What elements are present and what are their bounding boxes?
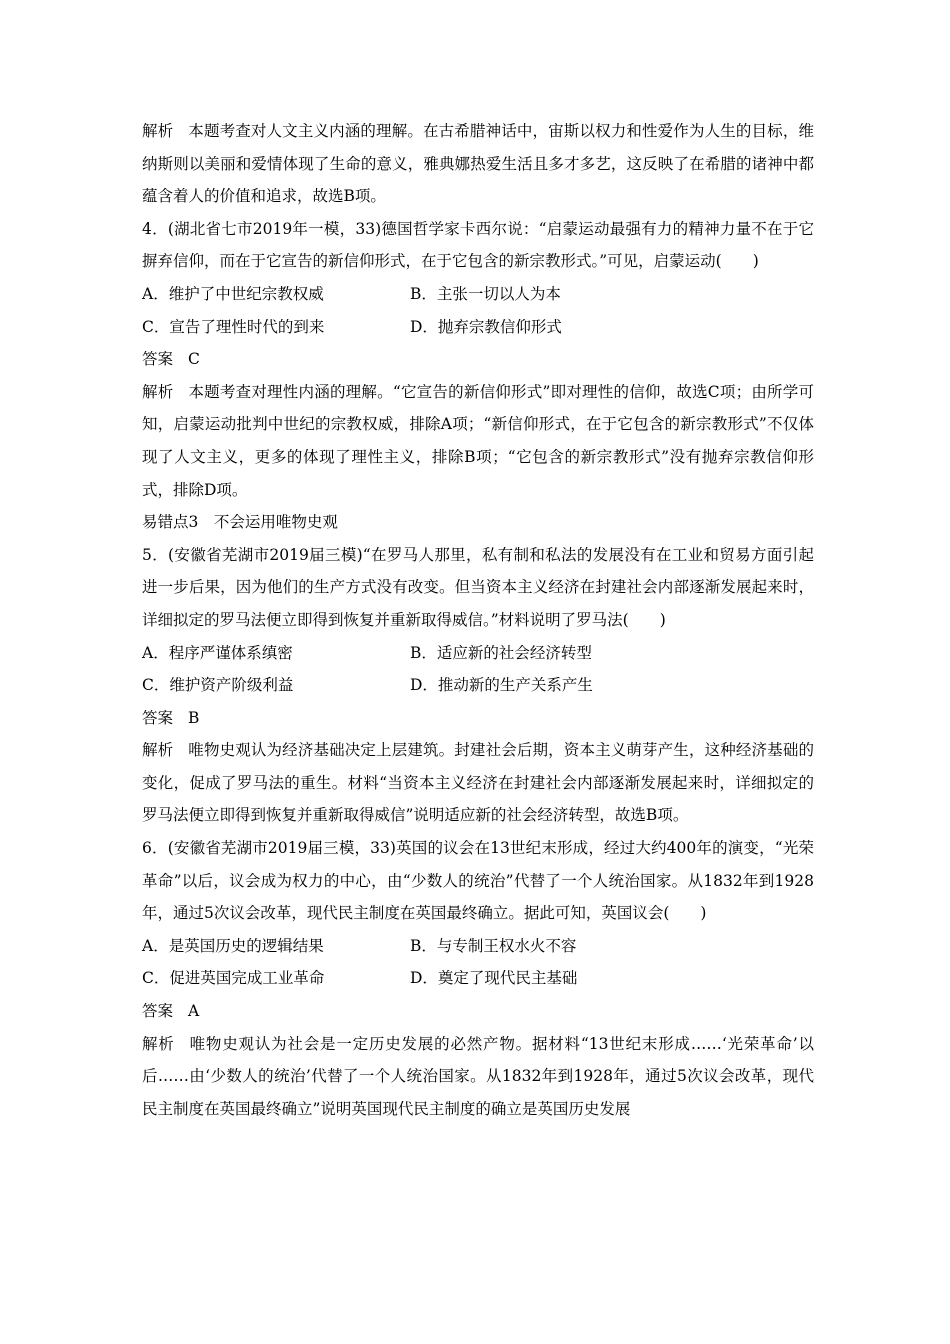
analysis-paragraph [142, 376, 814, 506]
answer-line [142, 343, 814, 376]
analysis-label: 解析 [142, 382, 174, 401]
answer-line [142, 702, 814, 735]
options-row [142, 669, 814, 702]
option-c: C．宣告了理性时代的到来 [142, 317, 325, 336]
option-b: B．适应新的社会经济转型 [410, 643, 592, 662]
analysis-paragraph [142, 1028, 814, 1126]
option-c: C．促进英国完成工业革命 [142, 969, 325, 988]
options-row [142, 962, 814, 995]
answer-label: 答案 [142, 1002, 174, 1021]
analysis-text: 本题考查对理性内涵的理解。“它宣告的新信仰形式”即对理性的信仰，故选C项；由所学可知，启蒙运动批判中世纪的宗教权威，排除A项；“新信仰形式，在于它包含的新宗教形式”不仅体现了人文主义，更多的体现了理性主义，排除B项；“它包含的新宗教形式”没有抛弃宗教信仰形式，排除D项。 [142, 382, 814, 499]
analysis-text: 本题考查对人文主义内涵的理解。在古希腊神话中，宙斯以权力和性爱作为人生的目标，维纳斯则以美丽和爱情体现了生命的意义，雅典娜热爱生活且多才多艺，这反映了在希腊的诸神中都蕴含着人的价值和追求，故选B项。 [142, 122, 814, 206]
answer-label: 答案 [142, 350, 174, 369]
page-content [142, 115, 814, 1125]
option-b: B．与专制王权水火不容 [410, 936, 577, 955]
option-d: D．奠定了现代民主基础 [410, 969, 578, 988]
answer-value: A [188, 1002, 200, 1021]
analysis-paragraph [142, 734, 814, 832]
option-a: A．程序严谨体系缜密 [142, 643, 293, 662]
question-5: 5．(安徽省芜湖市2019届三模)“在罗马人那里，私有制和私法的发展没有在工业和贸易方面引起进一步后果，因为他们的生产方式没有改变。但当资本主义经济在封建社会内部逐渐发展起来时，详细拟定的罗马法便立即得到恢复并重新取得威信。”材料说明了罗马法( ) [142, 545, 814, 629]
analysis-text: 唯物史观认为经济基础决定上层建筑。封建社会后期，资本主义萌芽产生，这种经济基础的变化，促成了罗马法的重生。材料“当资本主义经济在封建社会内部逐渐发展起来时，详细拟定的罗马法便立即得到恢复并重新取得威信”说明适应新的社会经济转型，故选B项。 [142, 741, 814, 825]
option-a: A．维护了中世纪宗教权威 [142, 284, 324, 303]
options-row [142, 278, 814, 311]
analysis-label: 解析 [142, 741, 174, 760]
option-d: D．推动新的生产关系产生 [410, 676, 593, 695]
analysis-text: 唯物史观认为社会是一定历史发展的必然产物。据材料“13世纪末形成……‘光荣革命’以后……由‘少数人的统治’代替了一个人统治国家。从1832年到1928年，通过5次议会改革，现代民主制度在英国最终确立”说明英国现代民主制度的确立是英国历史发展 [142, 1034, 814, 1118]
section-heading: 易错点3 不会运用唯物史观 [142, 513, 338, 532]
question-6: 6．(安徽省芜湖市2019届三模，33)英国的议会在13世纪末形成，经过大约400年的演变，“光荣革命”以后，议会成为权力的中心，由“少数人的统治”代替了一个人统治国家。从1832年到1928年，通过5次议会改革，现代民主制度在英国最终确立。据此可知，英国议会( ) [142, 839, 814, 923]
answer-value: B [188, 708, 200, 727]
options-row [142, 637, 814, 670]
option-d: D．抛弃宗教信仰形式 [410, 317, 562, 336]
analysis-label: 解析 [142, 122, 174, 140]
options-row [142, 311, 814, 344]
analysis-label: 解析 [142, 1034, 175, 1053]
answer-line [142, 995, 814, 1028]
options-row [142, 930, 814, 963]
question-4: 4．(湖北省七市2019年一模，33)德国哲学家卡西尔说：“启蒙运动最强有力的精神力量不在于它摒弃信仰，而在于它宣告的新信仰形式，在于它包含的新宗教形式。”可见，启蒙运动( ) [142, 219, 814, 271]
option-b: B．主张一切以人为本 [410, 284, 561, 303]
answer-value: C [188, 350, 200, 369]
answer-label: 答案 [142, 708, 174, 727]
option-c: C．维护资产阶级利益 [142, 676, 294, 695]
option-a: A．是英国历史的逻辑结果 [142, 936, 324, 955]
analysis-paragraph [142, 115, 814, 213]
